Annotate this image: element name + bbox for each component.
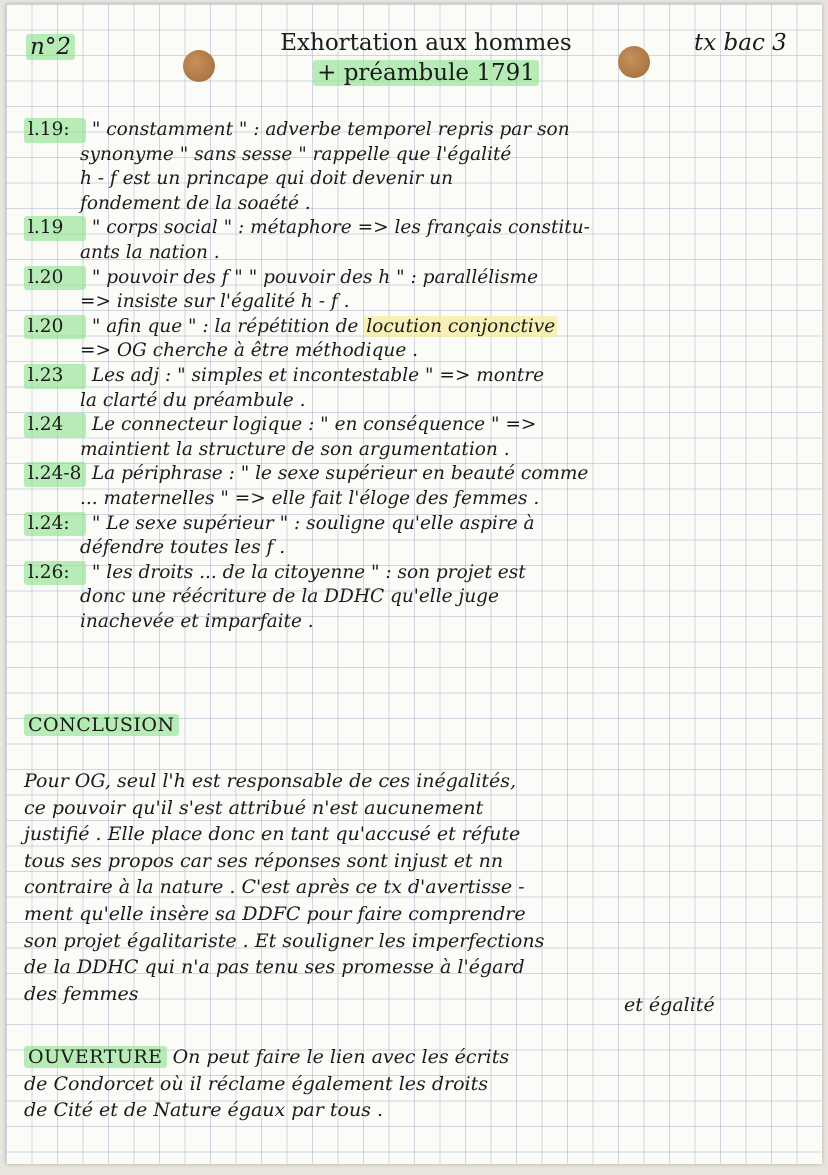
entry-line: " constamment " : adverbe temporel repris par son bbox=[91, 119, 570, 140]
entry-line: => insiste sur l'égalité h - f . bbox=[80, 291, 350, 313]
entry bbox=[24, 118, 808, 216]
entry-line: ants la nation . bbox=[80, 241, 220, 263]
notebook-page bbox=[6, 4, 822, 1164]
insertion-note: et égalité bbox=[624, 994, 715, 1016]
entry-line: la clarté du préambule . bbox=[80, 389, 306, 411]
line-ref: l.19: bbox=[24, 118, 86, 143]
class-label: tx bac 3 bbox=[694, 30, 787, 56]
entry-line: " afin que " : la répétition de locution conjonctive bbox=[91, 315, 556, 337]
entry bbox=[24, 216, 808, 265]
entry-line: h - f est un princape qui doit devenir un bbox=[80, 168, 454, 190]
paragraph-line: Pour OG, seul l'h est responsable de ces inégalités, bbox=[24, 770, 517, 792]
line-ref: l.24-8 bbox=[24, 462, 86, 487]
paragraph-line: de la DDHC qui n'a pas tenu ses promesse à l'égard bbox=[24, 956, 525, 979]
title-line-2: + préambule 1791 bbox=[216, 58, 636, 88]
entry bbox=[24, 315, 808, 364]
highlighted-term: locution conjonctive bbox=[366, 315, 556, 337]
entry bbox=[24, 413, 808, 462]
entry-line: Le connecteur logique : " en conséquence " => bbox=[91, 414, 537, 436]
title-line-1: Exhortation aux hommes bbox=[280, 30, 572, 56]
entry-line: => OG cherche à être méthodique . bbox=[80, 340, 419, 362]
line-ref: l.19 bbox=[24, 216, 86, 241]
entry-line: " corps social " : métaphore => les français constitu- bbox=[91, 217, 590, 239]
entry-line: " Le sexe supérieur " : souligne qu'elle aspire à bbox=[91, 512, 535, 534]
paragraph-line: ce pouvoir qu'il s'est attribué n'est aucunement bbox=[24, 796, 484, 819]
line-ref: l.23 bbox=[24, 364, 86, 389]
paragraph-line bbox=[24, 1044, 808, 1071]
ouverture-title: OUVERTURE bbox=[24, 1046, 167, 1068]
entry-line: La périphrase : " le sexe supérieur en beauté comme bbox=[91, 463, 589, 485]
entry-line: " les droits ... de la citoyenne " : son projet est bbox=[91, 561, 526, 583]
note-number: n°2 bbox=[26, 34, 75, 60]
binder-hole-left bbox=[183, 50, 215, 82]
ouverture-paragraph bbox=[24, 1044, 808, 1124]
entry-line: ... maternelles " => elle fait l'éloge des femmes . bbox=[80, 487, 540, 509]
paragraph-line: justifié . Elle place donc en tant qu'accusé et réfute bbox=[24, 823, 521, 846]
entry-line: donc une réécriture de la DDHC qu'elle juge bbox=[80, 586, 499, 608]
entry-line: inachevée et imparfaite . bbox=[80, 610, 314, 632]
paragraph-line: des femmes bbox=[24, 982, 139, 1005]
entry bbox=[24, 561, 808, 635]
entry bbox=[24, 512, 808, 561]
entry-line: synonyme " sans sesse " rappelle que l'égalité bbox=[80, 143, 512, 165]
paragraph-text: On peut faire le lien avec les écrits bbox=[172, 1046, 510, 1068]
line-ref: l.24 bbox=[24, 413, 86, 438]
line-ref: l.26: bbox=[24, 561, 86, 586]
paragraph-line: son projet égalitariste . Et souligner les imperfections bbox=[24, 929, 545, 952]
conclusion-title: CONCLUSION bbox=[24, 714, 179, 736]
line-ref: l.20 bbox=[24, 315, 86, 340]
conclusion-paragraph bbox=[24, 768, 808, 1007]
line-ref: l.20 bbox=[24, 266, 86, 291]
page-title bbox=[216, 28, 636, 88]
entry-line: défendre toutes les f . bbox=[80, 537, 286, 559]
paragraph-line: de Condorcet où il réclame également les droits bbox=[24, 1072, 488, 1095]
paragraph-line: contraire à la nature . C'est après ce tx d'avertisse - bbox=[24, 876, 525, 899]
entry bbox=[24, 462, 808, 511]
entry-line: fondement de la soaété . bbox=[80, 192, 311, 214]
entry-line: maintient la structure de son argumentation . bbox=[80, 438, 510, 460]
paragraph-line: tous ses propos car ses réponses sont injust et nn bbox=[24, 849, 504, 872]
entry-line: Les adj : " simples et incontestable " => montre bbox=[91, 364, 545, 386]
paragraph-line: ment qu'elle insère sa DDFC pour faire comprendre bbox=[24, 902, 526, 925]
line-ref: l.24: bbox=[24, 512, 86, 537]
entry-line: " pouvoir des f " " pouvoir des h " : parallélisme bbox=[91, 266, 539, 288]
entry bbox=[24, 266, 808, 315]
analysis-list bbox=[24, 118, 808, 634]
entry bbox=[24, 364, 808, 413]
paragraph-line: de Cité et de Nature égaux par tous . bbox=[24, 1099, 384, 1122]
